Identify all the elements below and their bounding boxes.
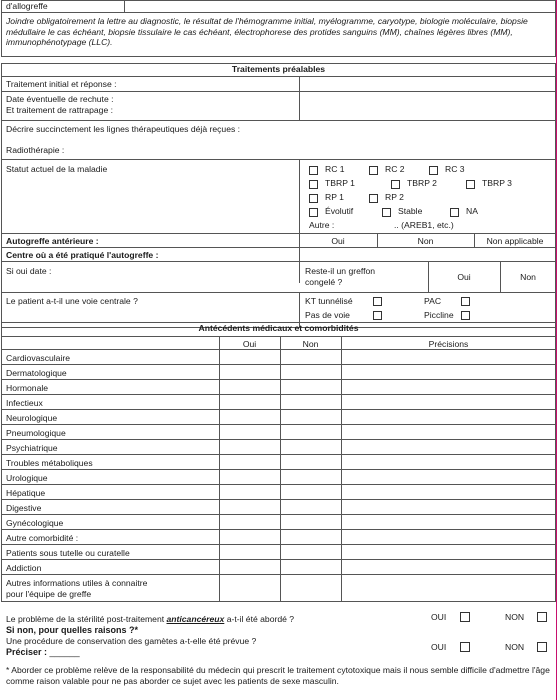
history-row-addiction: Addiction	[6, 563, 42, 573]
allogreffe-label: d'allogreffe	[6, 1, 48, 11]
preciser-line[interactable]: ______	[49, 647, 80, 657]
option-tbrp1: TBRP 1	[325, 178, 355, 188]
gamete-oui-label: OUI	[431, 642, 447, 652]
radiotherapy-label: Radiothérapie :	[6, 145, 65, 155]
gamete-question: Une procédure de conservation des gamètes a-t-elle été prévue ?	[6, 636, 257, 646]
history-row-dermatologique: Dermatologique	[6, 368, 67, 378]
gamete-non-label: NON	[505, 642, 525, 652]
col-non: Non	[302, 339, 319, 349]
checkbox-tbrp2[interactable]	[391, 180, 400, 189]
checkbox-rp2[interactable]	[369, 194, 378, 203]
checkbox-kt[interactable]	[373, 297, 382, 306]
history-row-tutelle: Patients sous tutelle ou curatelle	[6, 548, 130, 558]
footnote: * Aborder ce problème relève de la responsabilité du médecin qui prescrit le traitement cytotoxique mais il nous semble difficile d'admettre l'âge comme raison valable pour ne pas aborder ce sujet avec les patients de sexe masculin.	[6, 665, 550, 686]
checkbox-sterility-non[interactable]	[537, 612, 547, 622]
history-row-gynecologique: Gynécologique	[6, 518, 64, 528]
checkbox-picc[interactable]	[461, 311, 470, 320]
option-rc3: RC 3	[445, 164, 465, 174]
option-na: NA	[466, 206, 478, 216]
checkbox-pas-de-voie[interactable]	[373, 311, 382, 320]
history-row-troubles-metaboliques: Troubles métaboliques	[6, 458, 93, 468]
option-rp2: RP 2	[385, 192, 404, 202]
checkbox-pac[interactable]	[461, 297, 470, 306]
option-tbrp3: TBRP 3	[482, 178, 512, 188]
preciser-label: Préciser : ______	[6, 647, 80, 657]
option-evolutif: Évolutif	[325, 206, 354, 216]
checkbox-gamete-oui[interactable]	[460, 642, 470, 652]
history-header: Antécédents médicaux et comorbidités	[198, 323, 359, 333]
checkbox-rp1[interactable]	[309, 194, 318, 203]
option-rc2: RC 2	[385, 164, 405, 174]
sterility-oui-label: OUI	[431, 612, 447, 622]
option-stable: Stable	[398, 206, 423, 216]
sterility-non-label: NON	[505, 612, 525, 622]
history-row-urologique: Urologique	[6, 473, 48, 483]
lines-label: Décrire succinctement les lignes thérapeutiques déjà reçues :	[6, 124, 241, 134]
relapse-date-label: Date éventuelle de rechute :	[6, 94, 114, 104]
anticancereux-emphasis: anticancéreux	[166, 614, 225, 624]
status-label: Statut actuel de la maladie	[6, 164, 108, 174]
history-row-neurologique: Neurologique	[6, 413, 58, 423]
history-row-digestive: Digestive	[6, 503, 42, 513]
autograft-non[interactable]: Non	[417, 236, 434, 246]
treatments-header: Traitements préalables	[231, 64, 326, 74]
history-row-other-1: Autres informations utiles à connaitre	[6, 578, 148, 588]
greffon-label-1: Reste-il un greffon	[305, 266, 376, 276]
history-row-hepatique: Hépatique	[6, 488, 46, 498]
option-rc1: RC 1	[325, 164, 345, 174]
autre-hint: .. (AREB1, etc.)	[394, 220, 454, 230]
picc-label: Piccline	[424, 310, 454, 320]
checkbox-na[interactable]	[450, 208, 459, 217]
greffon-non[interactable]: Non	[520, 272, 536, 282]
checkbox-sterility-oui[interactable]	[460, 612, 470, 622]
checkbox-gamete-non[interactable]	[537, 642, 547, 652]
pac-label: PAC	[424, 296, 442, 306]
col-oui: Oui	[242, 339, 257, 349]
kt-label: KT tunnélisé	[305, 296, 353, 306]
autograft-oui[interactable]: Oui	[331, 236, 345, 246]
checkbox-tbrp1[interactable]	[309, 180, 318, 189]
checkbox-rc2[interactable]	[369, 166, 378, 175]
checkbox-rc1[interactable]	[309, 166, 318, 175]
sterility-reasons: Si non, pour quelles raisons ?*	[6, 625, 139, 635]
history-row-cardiovasculaire: Cardiovasculaire	[6, 353, 71, 363]
checkbox-evolutif[interactable]	[309, 208, 318, 217]
col-precisions: Précisions	[428, 339, 469, 349]
autograft-date-label: Si oui date :	[6, 266, 52, 276]
greffon-oui[interactable]: Oui	[457, 272, 471, 282]
checkbox-tbrp3[interactable]	[466, 180, 475, 189]
autograft-label: Autogreffe antérieure :	[6, 236, 99, 246]
rescue-treatment-label: Et traitement de rattrapage :	[6, 105, 114, 115]
pas-de-voie-label: Pas de voie	[305, 310, 350, 320]
sterility-question: Le problème de la stérilité post-traitement anticancéreux a-t-il été abordé ?	[6, 614, 295, 624]
history-row-pneumologique: Pneumologique	[6, 428, 66, 438]
checkbox-rc3[interactable]	[429, 166, 438, 175]
checkbox-stable[interactable]	[382, 208, 391, 217]
autograft-na[interactable]: Non applicable	[486, 236, 544, 246]
history-row-autre: Autre comorbidité :	[6, 533, 79, 543]
autre-label: Autre :	[309, 220, 335, 230]
history-row-other-2: pour l'équipe de greffe	[6, 589, 92, 599]
option-tbrp2: TBRP 2	[407, 178, 437, 188]
greffon-label-2: congelé ?	[305, 277, 343, 287]
instructions-text: Joindre obligatoirement la lettre au diagnostic, le résultat de l'hémogramme initial, myélogramme, caryotype, biologie moléculaire, biopsie médullaire le cas échéant, biopsie tissulaire le cas échéant, électrophorese des protides sanguins (MM), chaînes légères libres (MM), immunophénotypage (LLC).	[6, 16, 528, 48]
history-row-hormonale: Hormonale	[6, 383, 49, 393]
option-rp1: RP 1	[325, 192, 344, 202]
initial-treatment-label: Traitement initial et réponse :	[6, 79, 117, 89]
history-row-infectieux: Infectieux	[6, 398, 43, 408]
history-row-psychiatrique: Psychiatrique	[6, 443, 58, 453]
autograft-center-label: Centre où a été pratiqué l'autogreffe :	[6, 250, 159, 260]
central-line-label: Le patient a-t-il une voie centrale ?	[6, 296, 138, 306]
